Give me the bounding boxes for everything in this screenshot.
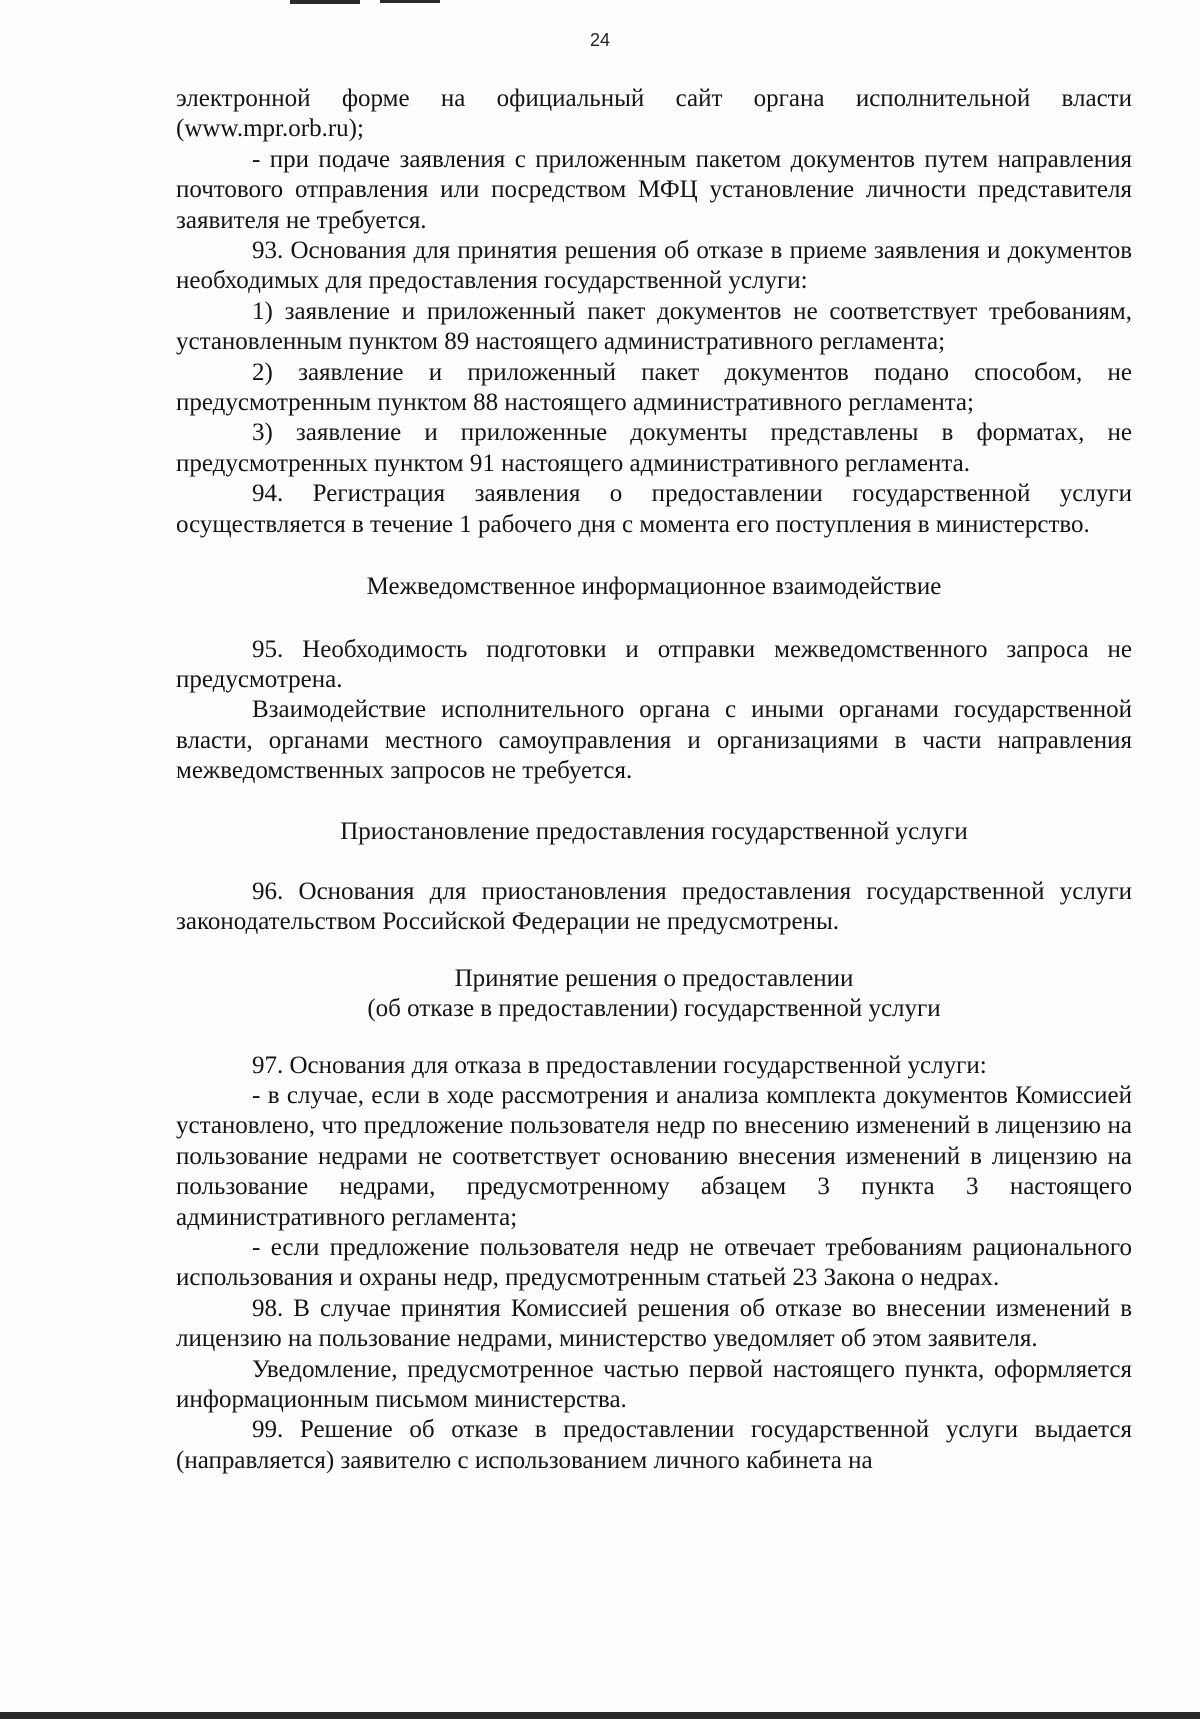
paragraph: 3) заявление и приложенные документы представлены в форматах, не предусмотренных пунктом 91 настоящего административного регламента.: [176, 419, 1132, 477]
paragraph: - если предложение пользователя недр не отвечает требованиям рационального использования и охраны недр, предусмотренным статьей 23 Закона о недрах.: [176, 1234, 1132, 1292]
paragraph: 94. Регистрация заявления о предоставлении государственной услуги осуществляется в течение 1 рабочего дня с момента его поступления в министерство.: [176, 480, 1132, 538]
scan-edge-mark: [380, 0, 440, 3]
section-heading: [176, 964, 1132, 1025]
paragraph: - в случае, если в ходе рассмотрения и анализа комплекта документов Комиссией установлено, что предложение пользователя недр по внесению изменений в лицензию на пользование недрами не соответствует основанию внесения изменений в лицензию на пользование недрами, предусмотренному абзацем 3 пункта 3 настоящего административного регламента;: [176, 1081, 1132, 1231]
paragraph: - при подаче заявления с приложенным пакетом документов путем направления почтового отправления или посредством МФЦ установление личности представителя заявителя не требуется.: [176, 145, 1132, 234]
paragraph: 2) заявление и приложенный пакет документов подано способом, не предусмотренным пунктом 88 настоящего административного регламента;: [176, 358, 1132, 417]
paragraph: Уведомление, предусмотренное частью первой настоящего пункта, оформляется информационным письмом министерства.: [176, 1355, 1132, 1414]
section-heading: [176, 572, 1132, 602]
section-heading: [176, 817, 1132, 847]
paragraph: 96. Основания для приостановления предоставления государственной услуги законодательством Российской Федерации не предусмотрены.: [176, 877, 1132, 936]
paragraph: 93. Основания для принятия решения об отказе в приеме заявления и документов необходимых для предоставления государственной услуги:: [176, 237, 1132, 295]
section-heading-line: Принятие решения о предоставлении: [454, 964, 854, 992]
paragraph: электронной форме на официальный сайт органа исполнительной власти (www.mpr.orb.ru);: [176, 85, 1132, 143]
paragraph: 99. Решение об отказе в предоставлении государственной услуги выдается (направляется) заявителю с использованием личного кабинета на: [176, 1416, 1132, 1474]
document-body: [176, 84, 1132, 1476]
paragraph: Взаимодействие исполнительного органа с иными органами государственной власти, органами местного самоуправления и организациями в части направления межведомственных запросов не требуется.: [176, 696, 1132, 785]
section-heading-line: (об отказе в предоставлении) государственной услуги: [367, 995, 941, 1023]
paragraph: 1) заявление и приложенный пакет документов не соответствует требованиям, установленным пунктом 89 настоящего административного регламента;: [176, 297, 1132, 356]
scan-edge-mark: [290, 0, 360, 4]
section-spacer: [176, 938, 1132, 964]
section-heading-line: Приостановление предоставления государственной услуги: [340, 817, 968, 845]
paragraph: 98. В случае принятия Комиссией решения об отказе во внесении изменений в лицензию на пользование недрами, министерство уведомляет об этом заявителя.: [176, 1294, 1132, 1353]
section-spacer: [176, 540, 1132, 572]
paragraph: 97. Основания для отказа в предоставлении государственной услуги:: [252, 1051, 987, 1079]
page-number: 24: [589, 30, 611, 50]
paragraph: 95. Необходимость подготовки и отправки межведомственного запроса не предусмотрена.: [176, 635, 1132, 693]
section-heading-line: Межведомственное информационное взаимодействие: [366, 573, 942, 601]
section-spacer: [176, 787, 1132, 817]
scan-edge-mark: [0, 1712, 1200, 1719]
section-spacer: [176, 1025, 1132, 1051]
section-spacer: [176, 847, 1132, 877]
section-spacer: [176, 603, 1132, 635]
